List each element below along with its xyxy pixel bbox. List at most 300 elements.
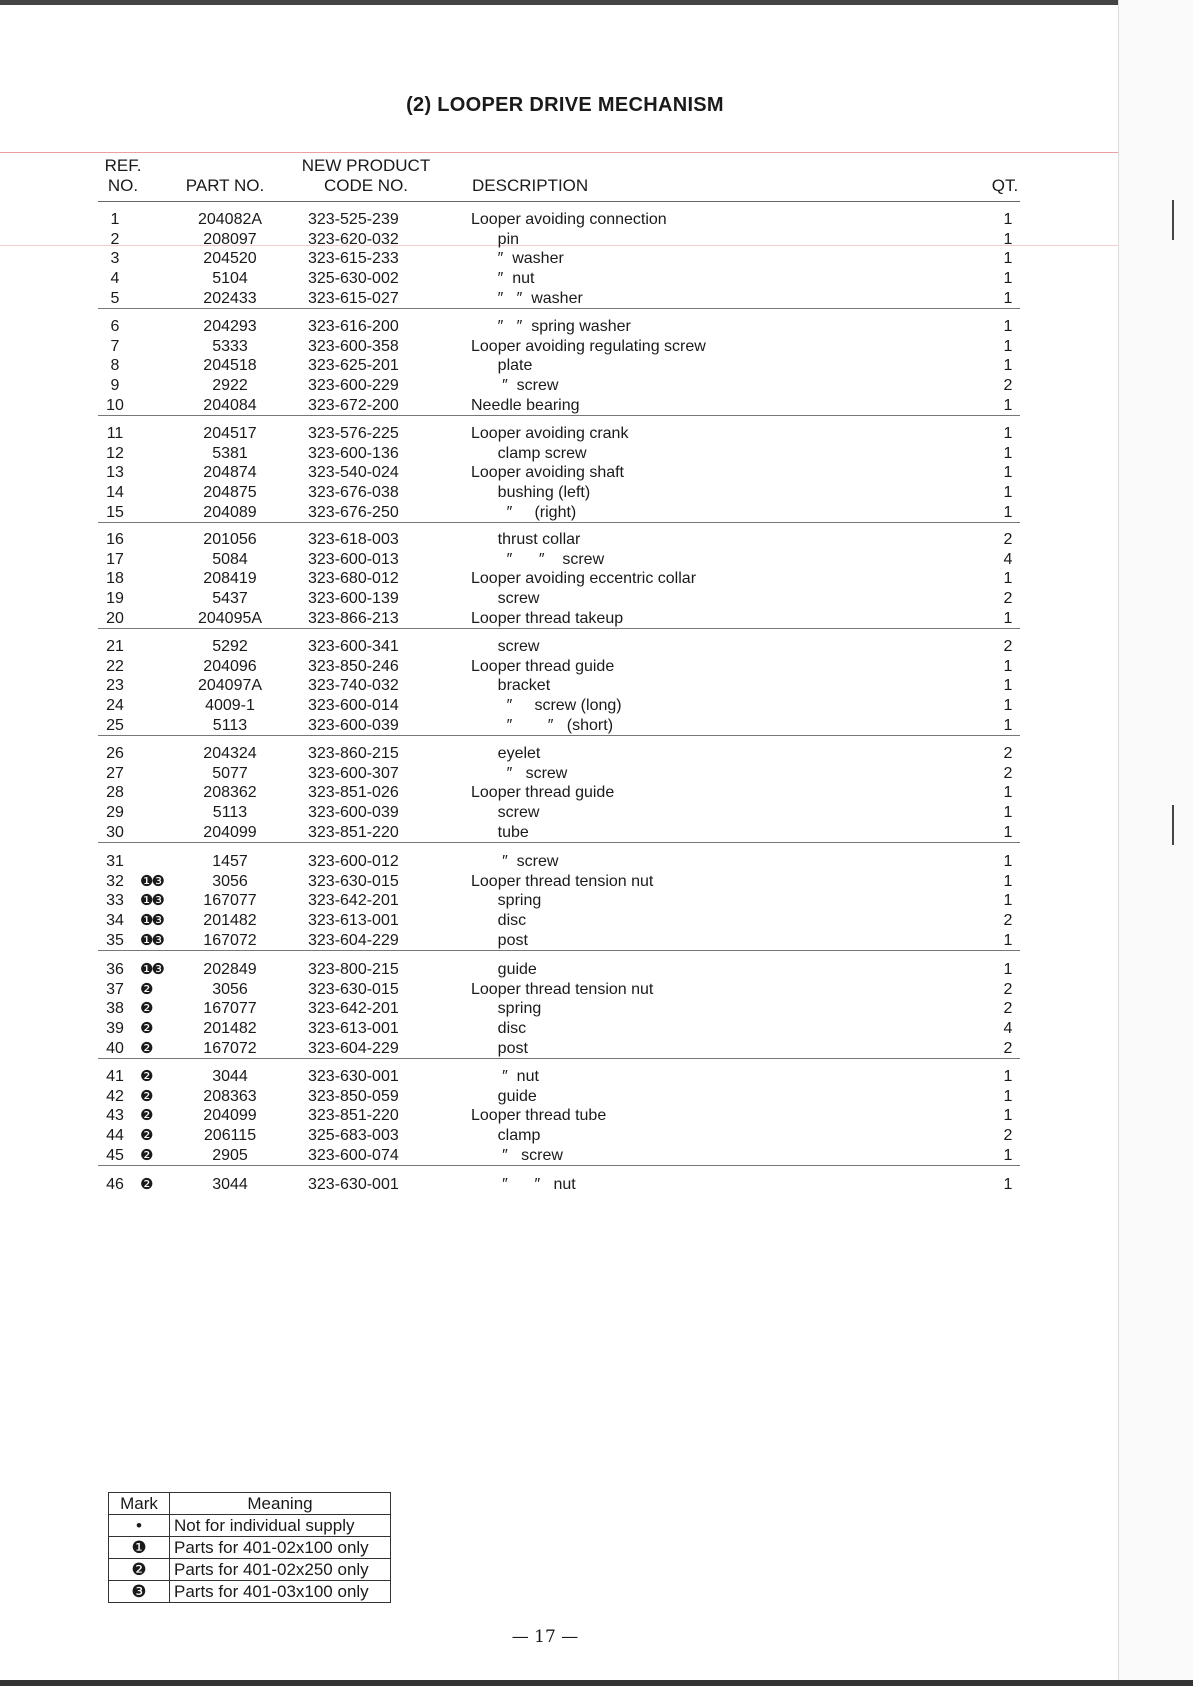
part-number: 5084 xyxy=(212,550,248,568)
table-row xyxy=(98,852,1020,872)
product-code: 323-618-003 xyxy=(308,531,399,548)
quantity: 1 xyxy=(1003,804,1013,822)
product-code: 323-604-229 xyxy=(308,1039,399,1057)
legend-header-row xyxy=(109,1493,391,1515)
description: Looper thread tension nut xyxy=(471,980,654,998)
quantity: 1 xyxy=(1003,931,1013,949)
quantity: 2 xyxy=(1003,912,1013,930)
part-number: 204097A xyxy=(197,677,263,695)
page-top-border xyxy=(0,0,1120,5)
part-number: 208362 xyxy=(203,784,257,802)
guide-line xyxy=(0,152,1118,153)
description: bushing (left) xyxy=(471,484,591,502)
part-number: 201482 xyxy=(203,912,257,930)
product-code: 323-850-246 xyxy=(308,657,399,675)
parts-group xyxy=(98,530,1020,629)
table-row xyxy=(98,891,1020,911)
product-code: 323-625-201 xyxy=(308,357,399,375)
quantity: 2 xyxy=(1003,1000,1013,1018)
table-row xyxy=(98,210,1020,230)
description: ″ screw xyxy=(471,764,568,782)
ref-number: 19 xyxy=(106,590,124,608)
product-code: 323-600-307 xyxy=(308,764,399,782)
description: plate xyxy=(471,357,533,375)
description: Looper thread takeup xyxy=(471,609,624,627)
part-number: 208097 xyxy=(203,230,257,248)
description: clamp xyxy=(471,1127,541,1145)
quantity: 1 xyxy=(1003,961,1013,978)
description: Looper avoiding shaft xyxy=(471,464,624,482)
part-number: 204099 xyxy=(203,823,257,841)
quantity: 4 xyxy=(1003,1020,1013,1038)
ref-number: 18 xyxy=(106,570,124,588)
table-row xyxy=(98,317,1020,337)
description: ″ ″ spring washer xyxy=(471,318,631,335)
ref-number: 14 xyxy=(106,484,124,502)
table-row xyxy=(98,230,1020,250)
table-row xyxy=(98,269,1020,289)
legend-row xyxy=(109,1537,391,1559)
part-number: 5381 xyxy=(212,444,248,462)
product-code: 323-860-215 xyxy=(308,745,399,762)
table-row xyxy=(98,783,1020,803)
table-row xyxy=(98,424,1020,444)
part-number: 208419 xyxy=(203,570,257,588)
description: ″ ″ washer xyxy=(471,289,583,307)
table-row xyxy=(98,249,1020,269)
ref-number: 20 xyxy=(106,609,124,627)
col-header-part: PART NO. xyxy=(185,176,265,195)
product-code: 323-615-233 xyxy=(308,250,399,268)
product-code: 323-613-001 xyxy=(308,1020,399,1038)
quantity: 1 xyxy=(1003,425,1013,442)
ref-number: 11 xyxy=(106,425,124,442)
ref-number: 40 xyxy=(106,1039,124,1057)
product-code: 323-600-229 xyxy=(308,377,399,395)
table-row xyxy=(98,716,1020,736)
part-number: 204324 xyxy=(203,745,257,762)
col-header-quantity: QT. xyxy=(991,176,1019,195)
product-code: 323-600-139 xyxy=(308,590,399,608)
part-number: 167077 xyxy=(203,892,257,910)
col-header-code: NEW PRODUCT CODE NO. xyxy=(301,156,431,195)
product-code: 323-800-215 xyxy=(308,961,399,978)
table-row xyxy=(98,609,1020,629)
parts-group xyxy=(98,637,1020,736)
description: ″ nut xyxy=(471,1068,539,1085)
quantity: 1 xyxy=(1003,357,1013,375)
legend-meaning: Not for individual supply xyxy=(170,1515,391,1537)
table-row xyxy=(98,444,1020,464)
part-number: 3056 xyxy=(212,980,248,998)
parts-group xyxy=(98,424,1020,523)
part-number: 5437 xyxy=(212,590,248,608)
table-row xyxy=(98,569,1020,589)
legend-header-mark: Mark xyxy=(109,1493,170,1515)
quantity: 1 xyxy=(1003,677,1013,695)
part-number: 204518 xyxy=(203,357,257,375)
model-mark: ❷ xyxy=(140,980,152,998)
product-code: 323-630-001 xyxy=(308,1176,399,1193)
ref-number: 12 xyxy=(106,444,124,462)
description: ″ ″ (short) xyxy=(471,716,614,734)
ref-number: 15 xyxy=(106,503,124,521)
description: ″ screw xyxy=(471,377,559,395)
model-mark: ❷ xyxy=(140,1039,152,1057)
table-row xyxy=(98,696,1020,716)
table-row xyxy=(98,1067,1020,1087)
ref-number: 32 xyxy=(106,872,124,890)
table-row xyxy=(98,503,1020,523)
table-row xyxy=(98,960,1020,980)
quantity: 1 xyxy=(1003,444,1013,462)
ref-number: 27 xyxy=(106,764,124,782)
ref-number: 39 xyxy=(106,1020,124,1038)
ref-number: 21 xyxy=(106,638,124,655)
product-code: 323-620-032 xyxy=(308,230,399,248)
product-code: 323-676-038 xyxy=(308,484,399,502)
product-code: 323-680-012 xyxy=(308,570,399,588)
quantity: 1 xyxy=(1003,318,1013,335)
part-number: 208363 xyxy=(203,1087,257,1105)
table-row xyxy=(98,1019,1020,1039)
quantity: 1 xyxy=(1003,250,1013,268)
product-code: 323-600-074 xyxy=(308,1146,399,1164)
col-header-ref: REF. NO. xyxy=(104,156,142,195)
table-row xyxy=(98,1039,1020,1059)
quantity: 2 xyxy=(1003,638,1013,655)
description: thrust collar xyxy=(471,531,581,548)
quantity: 1 xyxy=(1003,570,1013,588)
quantity: 1 xyxy=(1003,1068,1013,1085)
product-code: 323-676-250 xyxy=(308,503,399,521)
legend-row xyxy=(109,1559,391,1581)
legend-row xyxy=(109,1515,391,1537)
part-number: 204089 xyxy=(203,503,257,521)
part-number: 167072 xyxy=(203,1039,257,1057)
quantity: 1 xyxy=(1003,230,1013,248)
legend-table xyxy=(108,1492,391,1603)
model-mark: ❶❸ xyxy=(140,961,163,978)
description: post xyxy=(471,931,528,949)
quantity: 2 xyxy=(1003,764,1013,782)
product-code: 323-630-001 xyxy=(308,1068,399,1085)
part-number: 2905 xyxy=(212,1146,248,1164)
product-code: 323-525-239 xyxy=(308,211,399,228)
product-code: 323-600-039 xyxy=(308,804,399,822)
ref-number: 4 xyxy=(110,270,120,288)
quantity: 2 xyxy=(1003,531,1013,548)
table-row xyxy=(98,931,1020,951)
ref-number: 23 xyxy=(106,677,124,695)
ref-number: 29 xyxy=(106,804,124,822)
part-number: 204875 xyxy=(203,484,257,502)
table-row xyxy=(98,999,1020,1019)
ref-number: 43 xyxy=(106,1107,124,1125)
ref-number: 13 xyxy=(106,464,124,482)
part-number: 204874 xyxy=(203,464,257,482)
page-right-margin xyxy=(1118,0,1193,1686)
quantity: 2 xyxy=(1003,1127,1013,1145)
part-number: 1457 xyxy=(212,853,248,870)
quantity: 1 xyxy=(1003,1176,1013,1193)
model-mark: ❷ xyxy=(140,1107,152,1125)
parts-group xyxy=(98,1067,1020,1166)
ref-number: 33 xyxy=(106,892,124,910)
product-code: 323-740-032 xyxy=(308,677,399,695)
ref-number: 10 xyxy=(106,396,124,414)
quantity: 1 xyxy=(1003,1087,1013,1105)
product-code: 323-851-220 xyxy=(308,1107,399,1125)
ref-number: 1 xyxy=(110,211,120,228)
table-row xyxy=(98,803,1020,823)
ref-number: 28 xyxy=(106,784,124,802)
description: Looper avoiding eccentric collar xyxy=(471,570,697,588)
part-number: 5104 xyxy=(212,270,248,288)
quantity: 1 xyxy=(1003,1107,1013,1125)
model-mark: ❷ xyxy=(140,1068,152,1085)
quantity: 1 xyxy=(1003,657,1013,675)
binding-mark xyxy=(1172,200,1174,240)
quantity: 1 xyxy=(1003,609,1013,627)
ref-number: 41 xyxy=(106,1068,124,1085)
product-code: 323-866-213 xyxy=(308,609,399,627)
model-mark: ❷ xyxy=(140,1020,152,1038)
model-mark: ❷ xyxy=(140,1146,152,1164)
description: ″ screw xyxy=(471,1146,563,1164)
ref-number: 3 xyxy=(110,250,120,268)
product-code: 323-851-026 xyxy=(308,784,399,802)
quantity: 1 xyxy=(1003,872,1013,890)
part-number: 2922 xyxy=(212,377,248,395)
parts-group xyxy=(98,744,1020,843)
description: guide xyxy=(471,961,537,978)
quantity: 2 xyxy=(1003,1039,1013,1057)
model-mark: ❶❸ xyxy=(140,872,163,890)
table-row xyxy=(98,337,1020,357)
quantity: 2 xyxy=(1003,980,1013,998)
table-row xyxy=(98,744,1020,764)
description: Looper avoiding connection xyxy=(471,211,667,228)
product-code: 323-540-024 xyxy=(308,464,399,482)
product-code: 325-683-003 xyxy=(308,1127,399,1145)
product-code: 323-642-201 xyxy=(308,892,399,910)
description: ″ ″ nut xyxy=(471,1176,576,1193)
description: Looper thread tension nut xyxy=(471,872,654,890)
part-number: 3044 xyxy=(212,1176,248,1193)
table-row xyxy=(98,289,1020,309)
model-mark: ❷ xyxy=(140,1176,152,1193)
table-row xyxy=(98,1146,1020,1166)
legend-mark: ❷ xyxy=(109,1559,170,1581)
part-number: 3044 xyxy=(212,1068,248,1085)
part-number: 201482 xyxy=(203,1020,257,1038)
quantity: 1 xyxy=(1003,823,1013,841)
quantity: 2 xyxy=(1003,377,1013,395)
model-mark: ❷ xyxy=(140,1127,152,1145)
parts-group xyxy=(98,1175,1020,1195)
quantity: 1 xyxy=(1003,484,1013,502)
binding-mark xyxy=(1172,805,1174,845)
description: disc xyxy=(471,1020,527,1038)
quantity: 1 xyxy=(1003,289,1013,307)
quantity: 1 xyxy=(1003,464,1013,482)
model-mark: ❷ xyxy=(140,1000,152,1018)
table-row xyxy=(98,376,1020,396)
quantity: 4 xyxy=(1003,550,1013,568)
table-row xyxy=(98,1175,1020,1195)
product-code: 323-600-136 xyxy=(308,444,399,462)
ref-number: 22 xyxy=(106,657,124,675)
quantity: 1 xyxy=(1003,853,1013,870)
product-code: 323-576-225 xyxy=(308,425,399,442)
part-number: 5292 xyxy=(212,638,248,655)
ref-number: 5 xyxy=(110,289,120,307)
table-row xyxy=(98,589,1020,609)
ref-number: 25 xyxy=(106,716,124,734)
description: guide xyxy=(471,1087,537,1105)
legend-mark: • xyxy=(109,1515,170,1537)
product-code: 323-616-200 xyxy=(308,318,399,335)
col-header-description: DESCRIPTION xyxy=(472,176,589,195)
quantity: 1 xyxy=(1003,503,1013,521)
product-code: 323-630-015 xyxy=(308,872,399,890)
description: Looper avoiding regulating screw xyxy=(471,337,706,355)
ref-number: 36 xyxy=(106,961,124,978)
product-code: 323-600-358 xyxy=(308,337,399,355)
model-mark: ❶❸ xyxy=(140,892,163,910)
description: Looper thread guide xyxy=(471,657,615,675)
ref-number: 24 xyxy=(106,697,124,715)
description: spring xyxy=(471,892,542,910)
table-row xyxy=(98,483,1020,503)
ref-number: 6 xyxy=(110,318,120,335)
legend-meaning: Parts for 401-02x250 only xyxy=(170,1559,391,1581)
product-code: 323-604-229 xyxy=(308,931,399,949)
ref-number: 35 xyxy=(106,931,124,949)
product-code: 323-630-015 xyxy=(308,980,399,998)
product-code: 323-615-027 xyxy=(308,289,399,307)
description: ″ ″ screw xyxy=(471,550,605,568)
description: ″ screw (long) xyxy=(471,697,622,715)
description: screw xyxy=(471,590,540,608)
product-code: 323-600-341 xyxy=(308,638,399,655)
legend-row xyxy=(109,1581,391,1603)
description: Looper thread tube xyxy=(471,1107,607,1125)
ref-number: 34 xyxy=(106,912,124,930)
description: post xyxy=(471,1039,528,1057)
ref-number: 16 xyxy=(106,531,124,548)
part-number: 206115 xyxy=(203,1127,257,1145)
product-code: 323-642-201 xyxy=(308,1000,399,1018)
quantity: 2 xyxy=(1003,590,1013,608)
part-number: 204082A xyxy=(197,211,263,228)
table-row xyxy=(98,1126,1020,1146)
description: tube xyxy=(471,823,529,841)
parts-group xyxy=(98,960,1020,1059)
ref-number: 17 xyxy=(106,550,124,568)
part-number: 204099 xyxy=(203,1107,257,1125)
header-rule xyxy=(98,201,1020,202)
part-number: 5077 xyxy=(212,764,248,782)
table-row xyxy=(98,550,1020,570)
description: ″ (right) xyxy=(471,503,577,521)
part-number: 167077 xyxy=(203,1000,257,1018)
quantity: 1 xyxy=(1003,697,1013,715)
table-row xyxy=(98,396,1020,416)
product-code: 323-600-012 xyxy=(308,853,399,870)
product-code: 325-630-002 xyxy=(308,270,399,288)
product-code: 323-851-220 xyxy=(308,823,399,841)
page-title: (2) LOOPER DRIVE MECHANISM xyxy=(406,94,724,116)
product-code: 323-600-039 xyxy=(308,716,399,734)
description: ″ washer xyxy=(471,250,564,268)
part-number: 202849 xyxy=(203,961,257,978)
description: Needle bearing xyxy=(471,396,580,414)
legend-header-meaning: Meaning xyxy=(170,1493,391,1515)
quantity: 1 xyxy=(1003,1146,1013,1164)
description: disc xyxy=(471,912,527,930)
table-row xyxy=(98,823,1020,843)
ref-number: 42 xyxy=(106,1087,124,1105)
table-row xyxy=(98,530,1020,550)
description: bracket xyxy=(471,677,551,695)
product-code: 323-600-013 xyxy=(308,550,399,568)
part-number: 204096 xyxy=(203,657,257,675)
description: spring xyxy=(471,1000,542,1018)
product-code: 323-672-200 xyxy=(308,396,399,414)
quantity: 1 xyxy=(1003,716,1013,734)
quantity: 1 xyxy=(1003,396,1013,414)
ref-number: 38 xyxy=(106,1000,124,1018)
product-code: 323-850-059 xyxy=(308,1087,399,1105)
table-row xyxy=(98,872,1020,892)
ref-number: 2 xyxy=(110,230,120,248)
ref-number: 8 xyxy=(110,357,120,375)
part-number: 3056 xyxy=(212,872,248,890)
quantity: 1 xyxy=(1003,784,1013,802)
ref-number: 37 xyxy=(106,980,124,998)
model-mark: ❶❸ xyxy=(140,931,163,949)
ref-number: 44 xyxy=(106,1127,124,1145)
legend-mark: ❶ xyxy=(109,1537,170,1559)
description: clamp screw xyxy=(471,444,587,462)
quantity: 1 xyxy=(1003,270,1013,288)
part-number: 4009-1 xyxy=(205,697,255,715)
quantity: 2 xyxy=(1003,745,1013,762)
description: screw xyxy=(471,638,540,655)
ref-number: 45 xyxy=(106,1146,124,1164)
table-row xyxy=(98,637,1020,657)
table-row xyxy=(98,980,1020,1000)
part-number: 5113 xyxy=(212,804,248,822)
table-row xyxy=(98,764,1020,784)
description: eyelet xyxy=(471,745,541,762)
ref-number: 26 xyxy=(106,745,124,762)
description: ″ screw xyxy=(471,853,559,870)
product-code: 323-613-001 xyxy=(308,912,399,930)
part-number: 202433 xyxy=(203,289,257,307)
description: pin xyxy=(471,230,520,248)
ref-number: 7 xyxy=(110,337,120,355)
part-number: 204293 xyxy=(203,318,257,335)
part-number: 204095A xyxy=(197,609,263,627)
part-number: 204517 xyxy=(203,425,257,442)
table-row xyxy=(98,657,1020,677)
parts-group xyxy=(98,210,1020,309)
description: screw xyxy=(471,804,540,822)
part-number: 201056 xyxy=(203,531,257,548)
